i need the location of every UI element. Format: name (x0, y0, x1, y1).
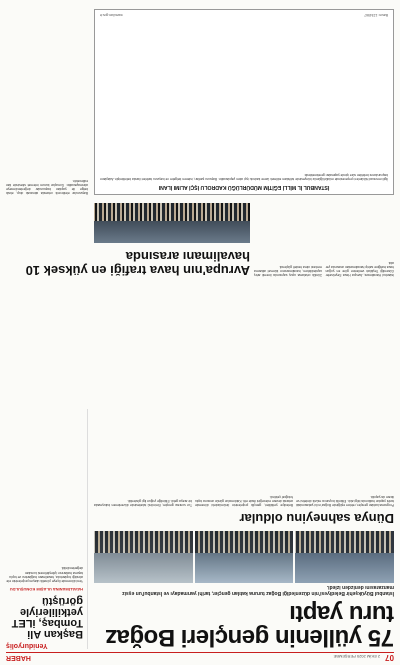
article-column: Programa katılan gençler, rehber eşliğinde Boğaz'ın iki yakasındaki tarihi yapılar hakkında bilgi aldı. Etkinlik boyunca müzik dinletisi ve ikram da yapıldı. (296, 494, 394, 507)
sidebar-story (6, 409, 88, 649)
masthead (6, 652, 394, 662)
photo-strip (94, 531, 394, 583)
notice-footer-left: Basın: 1234567 (364, 13, 388, 17)
page-number: 07 (385, 653, 394, 662)
article-column: İstanbul Havalimanı, Avrupa Hava Seyrüsefer Güvenliği Teşkilatı verilerine göre en yoğun hava trafiğine sahip havalimanları arasında yer aldı. (325, 260, 394, 277)
section-label: HABER (6, 654, 31, 661)
airport-photo (94, 203, 250, 243)
group-photo (195, 531, 294, 583)
article-column: Günlük ortalama uçuş sayısında önemli artış kaydedilirken, havalimanının küresel aktarma merkezi olma hedefi güçlendi. (254, 264, 323, 277)
notice-title: İSTANBUL İL MİLLİ EĞİTİM MÜDÜRLÜĞÜ KADROLU İŞÇİ ALIMI İLANI (158, 184, 330, 190)
top-columns (94, 283, 394, 507)
story2-headline: Avrupa'nın hava trafiği en yüksek 10 havalimanı arasında (25, 249, 250, 278)
sidebar-text: Yeni dönemde ilçeye yönelik ulaşım projelerinin ele alındığı toplantıda, havalimanı bağlantısı ve toplu taşıma hatlarının iyileştirilmesi konuları değerlendirildi. (6, 566, 83, 583)
section-headline: Dünya sahneyinu oldular (239, 511, 394, 526)
main-headline: 75 yüllenin gençleri Boğaz turu yaptı (105, 600, 394, 651)
notice-body: İlgili mevzuat hükümleri çerçevesinde müdürlüğümüz bünyesinde istihdam edilmek üzere kadrolu işçi alımı yapılacaktır. Başvuru şartları, istenen belgeler ve başvuru tarihleri ilanda belirtilmiştir. Adayların başvurularını belirtilen süre içinde yapmaları gerekmektedir. (100, 172, 388, 181)
right-bottom-column: Başvurular elektronik ortamda alınacak olup, eksik belge ile yapılan başvurular değerlendirmeye alınmayacaktır. Sonuçlar kurum internet sitesinde ilan edilecektir. (6, 178, 88, 195)
notice-footer (100, 13, 388, 17)
article-column: Belediye yetkilileri, gençlik projelerinin önümüzdeki dönemde artarak devam edeceğini ifade etti. Katılımcılar günün anısına toplu fotoğraf çektirdi. (195, 494, 293, 507)
article-column: Tur sonrası gençler, Eminönü iskelesinde düzenlenen buluşmada bir araya geldi. Etkinliğe yoğun ilgi gösterildi. (94, 498, 192, 507)
official-notice (94, 9, 394, 195)
mid-columns (254, 201, 394, 277)
sidebar-headline: Başkan Ali Tombaş, iLET yetkilileriyle görüştü (11, 595, 83, 640)
newspaper-logo: Yeniduryoliş (6, 642, 48, 649)
headline-deck: İstanbul Büyükşehir Belediyesi'nin düzenlediği Boğaz turuna katılan gençler, tarihi yarımadayı ve İstanbul'un eşsiz manzarasını denizden izledi. (122, 584, 394, 596)
sidebar-subhead: HAVALİMANINA ULAŞIM KONUŞULDU (9, 587, 83, 592)
notice-footer-right: www.ilan.gov.tr (100, 13, 123, 17)
boat-tour-photo (295, 531, 394, 583)
issue-date: 2 EKİM 2025 PERŞEMBE (333, 654, 380, 659)
bosphorus-photo (94, 531, 193, 583)
